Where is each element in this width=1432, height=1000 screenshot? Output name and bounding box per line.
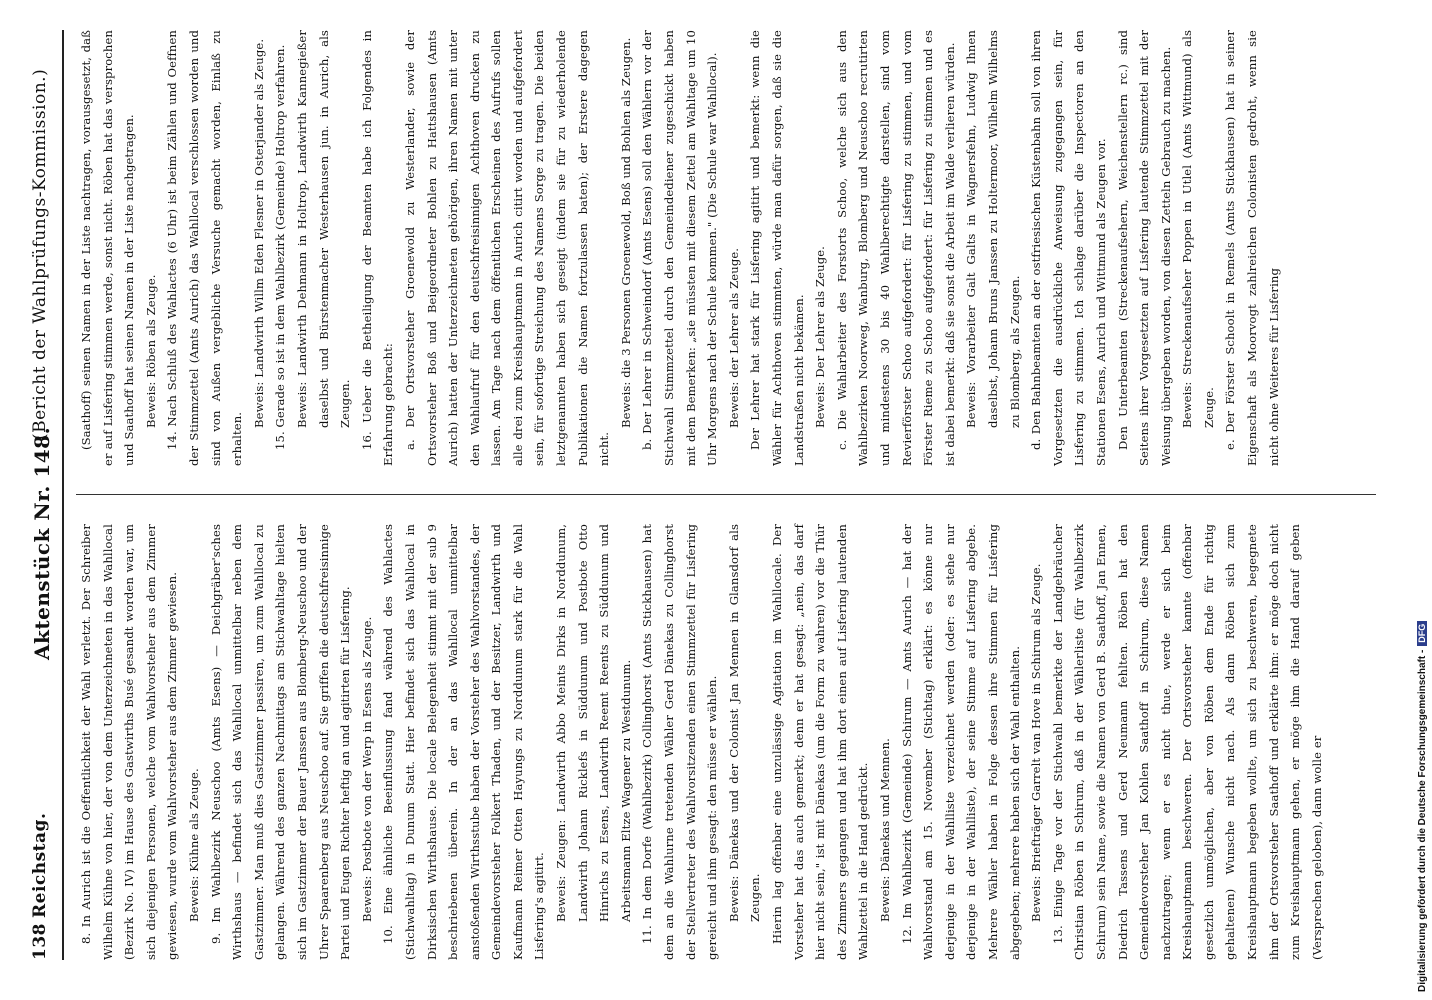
- paragraph: Der Lehrer hat stark für Lisfering agitirt und bemerkt: wenn die Wähler für Achthoven stimmten, würde man dafür sorgen, daß sie die Landstraßen nicht bekämen.: [748, 30, 806, 466]
- header-left: Reichstag.: [30, 812, 50, 918]
- paragraph: Den Unterbeamten (Streckenaufsehern, Weichenstellern rc.) sind Seitens ihrer Vorgesetzten auf Lisfering lautende Stimmzettel mit der Weisung übergeben worden, von diesen Zetteln Gebrauch zu machen.: [1115, 30, 1173, 466]
- paragraph: Beweis: Kühne als Zeuge.: [186, 768, 201, 922]
- paragraph: 10. Eine ähnliche Beeinflussung fand während des Wahlactes (Stichwahltag) in Dunum Statt. Hier befindet sich das Wahllocal in Dirksischen Wirthshause. Die locale Belegenheit stimmt mit der sub 9 beschriebenen überein. In der an das Wahllocal unmittelbar anstoßenden Wirthsstube haben der Vorsteher des Wahlvorstandes, der Gemeindevorsteher Folkert Thaden, und der Besitzer, Landwirth und Kaufmann Reimer Otten Hayungs zu Norddunum stark für die Wahl Lisfering's agitirt.: [381, 524, 547, 960]
- paragraph: Beweis: Streckenaufseher Poppen in Utlel (Amts Wittmund) als Zeuge.: [1180, 30, 1216, 428]
- paragraph: Beweis: Dänekas und der Colonist Jan Mennen in Glansdorf als Zeugen.: [726, 524, 763, 922]
- paragraph: Beweis: Briefträger Garrelt van Hove in Schirum als Zeuge.: [1029, 563, 1044, 922]
- column-divider: [76, 494, 1376, 495]
- paragraph: Beweis: Vorarbeiter Galt Galts in Wagnersfehn, Ludwig Ihnen daselbst, Johann Bruns Janssen zu Holtermoor, Wilhelm Wilhelms zu Blomberg, als Zeugen.: [964, 30, 1022, 428]
- paragraph: Beweis: Landwirth Dehmann in Holtrop, Landwirth Kannegießer daselbst und Bürstenmacher Westerhausen jun. in Aurich, als Zeugen.: [294, 30, 353, 428]
- paragraph: Beweis: Röben als Zeuge.: [143, 274, 158, 428]
- paragraph: 9. Im Wahlbezirk Neuschoo (Amts Esens) — Deichgräber'sches Wirthshaus — befindet sich das Wahllocal unmittelbar neben dem Gastzimmer. Man muß dies Gastzimmer passiren, um zum Wahllocal zu gelangen. Während des ganzen Nachmittags am Stichwahltage hielten sich im Gastzimmer der Bauer Janssen aus Blomberg-Neuschoo und der Uhrer Spaarenberg aus Neuschoo auf. Sie griffen die deutschfreisinnige Partei und Eugen Richter heftig an und agitirten für Lisfering.: [208, 524, 353, 960]
- paragraph: 15. Gerade so ist in dem Wahlbezirk (Gemeinde) Holtrop verfahren.: [273, 44, 288, 450]
- left-column: [76, 524, 1328, 960]
- side-label: Digitalisierung gefördert durch die Deutsche Forschungsgemeinschaft -: [1416, 649, 1428, 992]
- paragraph: 8. In Aurich ist die Oeffentlichkeit der Wahl verletzt. Der Schreiber Wilhelm Kühne von hier, der von dem Unterzeichneten in das Wahllocal (Bezirk No. IV) im Hause des Gastwirths Busé gesandt worden war, um sich diejenigen Personen, welche vom Wahlvorsteher aus dem Zimmer gewiesen, wurde vom Wahlvorsteher aus dem Zimmer gewiesen.: [79, 524, 180, 960]
- paragraph: 12. Im Wahlbezirk (Gemeinde) Schirum — Amts Aurich — hat der Wahlvorstand am 15. November (Stichtag) erklärt: es könne nur derjenige in der Wahlliste verzeichnet werden (oder: es stehe nur derjenige in der Wahlliste), der seine Stimme auf Lisfering abgebe. Mehrere Wähler haben in Folge dessen ihre Stimmen für Lisfering abgegeben; mehrere haben sich der Wahl enthalten.: [899, 524, 1022, 960]
- paragraph: Hierin lag offenbar eine unzulässige Agitation im Wahllocale. Der Vorsteher hat das auch gemerkt; denn er hat gesagt: „nein, das darf hier nicht sein," ist mit Dänekas (um die Form zu wahren) vor die Thür des Zimmers gegangen und hat ihm dort einen auf Lisfering lautenden Wahlzettel in die Hand gedrückt.: [770, 524, 871, 960]
- paragraph: Beweis: Landwirth Willm Eden Flesner in Osterjander als Zeuge.: [251, 38, 266, 428]
- paragraph: e. Der Förster Schoolt in Remels (Amts Stickhausen) hat in seiner Eigenschaft als Moorvogt zahlreichen Colonisten gedroht, wenn sie nicht ohne Weiteres für Lisfering: [1223, 30, 1281, 466]
- paragraph: 11. In dem Dorfe (Wahlbezirk) Collinghorst (Amts Stickhausen) hat dem an die Wahlurne tretenden Wähler Gerd Dänekas zu Collinghorst der Stellvertreter des Wahlvorsitzenden einen Stimmzettel für Lisfering gereicht und ihm gesagt: den müsse er wählen.: [640, 524, 720, 960]
- paragraph: b. Der Lehrer in Schweindorf (Amts Esens) soll den Wählern vor der Stichwahl Stimmzettel durch den Gemeindediener zugeschickt haben mit dem Bemerken: „sie müssten mit diesem Zettel am Wahltage um 10 Uhr Morgens nach der Schule kommen." (Die Schule war Wahllocal).: [640, 30, 720, 466]
- header-title: Aktenstück Nr. 148.: [30, 426, 54, 660]
- paragraph: Beweis: Dänekas und Mennen.: [877, 738, 892, 922]
- page-header: [22, 30, 64, 960]
- paragraph: d. Den Bahnbeamten an der ostfriesischen Küstenbahn soll von ihren Vorgesetzten die ausdrückliche Anweisung zugegangen sein, für Lisfering zu stimmen. Ich schlage darüber die Inspectoren an den Stationen Esens, Aurich und Wittmund als Zeugen vor.: [1029, 30, 1108, 466]
- side-margin-note: [1415, 8, 1429, 992]
- paragraph: 14. Nach Schluß des Wahlactes (6 Uhr) ist beim Zählen und Oeffnen der Stimmzettel (Amts Aurich) das Wahllocal verschlossen worden und sind von Außen vergebliche Versuche gemacht worden, Einlaß zu erhalten.: [165, 30, 245, 466]
- paragraph: Beweis: der Lehrer als Zeuge.: [726, 247, 741, 428]
- paragraph: Beweis: Postbote von der Werp in Esens als Zeuge.: [359, 616, 374, 922]
- dfg-badge: DFG: [1417, 621, 1427, 646]
- header-right: (Bericht der Wahlprüfungs-Kommission.): [30, 68, 50, 440]
- page-number: 138: [30, 923, 50, 960]
- paragraph: a. Der Ortsvorsteher Groenewold zu Westerlander, sowie der Ortsvorsteher Boß und Beigeordneter Bohlen zu Hattshausen (Amts Aurich) hatten der Unterzeichneten gehörigen, ihren Namen mit unter den Wahlaufruf für den deutschfreisinnigen Achthoven drucken zu lassen. Am Tage nach dem öffentlichen Erscheinen des Aufrufs sollen alle drei zum Kreishauptmann in Aurich citirt worden und aufgefordert sein, für sofortige Streichung des Namens Sorge zu tragen. Die beiden letztgenannten haben sich geseigt (indem sie für zu wiederholende Publikationen die Namen fortzulassen baten); der Erstere dagegen nicht.: [402, 30, 612, 466]
- paragraph: Beweis: Der Lehrer als Zeuge.: [813, 246, 828, 428]
- right-column: [76, 30, 1285, 466]
- paragraph: (Saathoff) seinen Namen in der Liste nachtragen, vorausgesetzt, daß er auf Lisfering stimmen werde, sonst nicht. Röben hat das versprochen und Saathoff hat seinen Namen in der Liste nachgetragen.: [79, 30, 137, 466]
- paragraph: 13. Einige Tage vor der Stichwahl bemerkte der Landgebräucher Christian Röben in Schirum, daß in der Wählerliste (für Wahlbezirk Schirum) sein Name, sowie die Namen von Gerd B. Saathoff, Jan Ennen, Diedrich Tassens und Gerd Neumann fehlten. Röben hat den Gemeindevorsteher Jan Kohlen Saathoff in Schirum, diese Namen nachzutragen; wenn er es nicht thue, werde er sich beim Kreishauptmann beschweren. Der Ortsvorsteher kannte (offenbar gesetzlich unmöglichen, aber von Röben dem Ende für richtig gehaltenen) Wunsche nicht nach. Als dann Röben sich zum Kreishauptmann begeben wollte, um sich zu beschweren, begegnete ihm der Ortsvorsteher Saathoff und erklärte ihm: er möge doch nicht zum Kreishauptmann gehen, er möge ihm die Hand darauf geben (Versprechen geloben), dann wolle er: [1050, 524, 1324, 960]
- paragraph: 16. Ueber die Betheiligung der Beamten habe ich Folgendes in Erfahrung gebracht:: [359, 30, 396, 466]
- paragraph: Beweis: Zeugen: Landwirth Abbo Meints Dirks in Norddunum, Landwirth Johann Ricklefs in Süddunum und Postbote Otto Hinrichs zu Esens, Landwirth Reemt Reents zu Süddunum und Arbeitsmann Eltze Wagener zu Westdunum.: [554, 524, 633, 922]
- paragraph: c. Die Wahlarbeiter des Forstorts Schoo, welche sich aus den Wahlbezirken Noorweg, Wanburg, Blomberg und Neuschoo recrutirten und mindestens 30 bis 40 Wahlberechtigte darstellen, sind vom Revierförster Schoo aufgefordert: für Lisfering zu stimmen, und vom Förster Rieme zu Schoo aufgefordert: für Lisfering zu stimmen und es ist dabei bemerkt: daß sie sonst die Arbeit im Walde verlieren würden.: [834, 30, 957, 466]
- paragraph: Beweis: die 3 Personen Groenewold, Boß und Bohlen als Zeugen.: [618, 37, 633, 428]
